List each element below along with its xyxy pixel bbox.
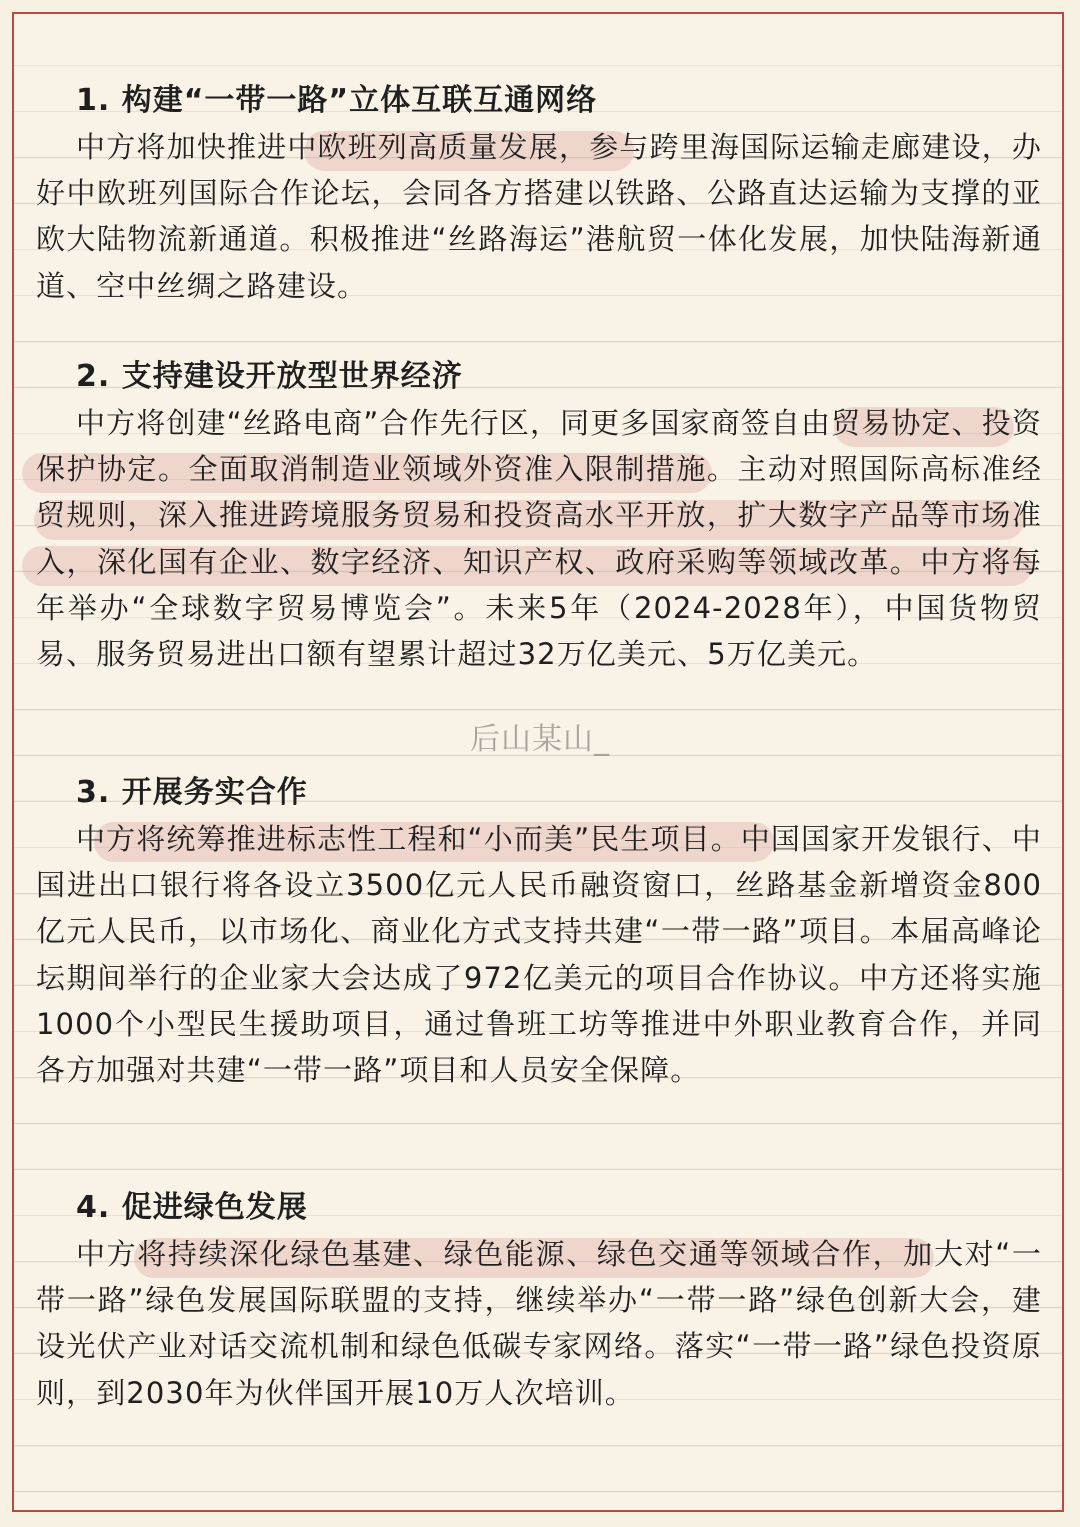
section-4 (36, 1185, 1042, 1416)
section-heading: 2. 支持建设开放型世界经济 (76, 359, 463, 394)
section-paragraph: 中方将统筹推进标志性工程和“小而美”民生项目。中国国家开发银行、中国进出口银行将各设立3500亿元人民币融资窗口，丝路基金新增资金800亿元人民币，以市场化、商业化方式支持共建“一带一路”项目。本届高峰论坛期间举行的企业家大会达成了972亿美元的项目合作协议。中方还将实施1000个小型民生援助项目，通过鲁班工坊等推进中外职业教育合作，并同各方加强对共建“一带一路”项目和人员安全保障。 (36, 822, 1042, 1088)
watermark: 后山某山_ (470, 722, 610, 757)
section-heading: 3. 开展务实合作 (76, 775, 308, 810)
section-3 (36, 770, 1042, 1093)
section-2 (36, 354, 1042, 677)
document-page (12, 12, 1064, 1512)
section-1 (36, 78, 1042, 309)
section-paragraph: 中方将持续深化绿色基建、绿色能源、绿色交通等领域合作，加大对“一带一路”绿色发展国际联盟的支持，继续举办“一带一路”绿色创新大会，建设光伏产业对话交流机制和绿色低碳专家网络。落实“一带一路”绿色投资原则，到2030年为伙伴国开展10万人次培训。 (36, 1237, 1042, 1410)
section-paragraph: 中方将加快推进中欧班列高质量发展，参与跨里海国际运输走廊建设，办好中欧班列国际合作论坛，会同各方搭建以铁路、公路直达运输为支撑的亚欧大陆物流新通道。积极推进“丝路海运”港航贸一体化发展，加快陆海新通道、空中丝绸之路建设。 (36, 130, 1042, 303)
section-paragraph: 中方将创建“丝路电商”合作先行区，同更多国家商签自由贸易协定、投资保护协定。全面取消制造业领域外资准入限制措施。主动对照国际高标准经贸规则，深入推进跨境服务贸易和投资高水平开放，扩大数字产品等市场准入，深化国有企业、数字经济、知识产权、政府采购等领域改革。中方将每年举办“全球数字贸易博览会”。未来5年（2024-2028年），中国货物贸易、服务贸易进出口额有望累计超过32万亿美元、5万亿美元。 (36, 406, 1042, 672)
section-heading: 4. 促进绿色发展 (76, 1190, 308, 1225)
section-heading: 1. 构建“一带一路”立体互联互通网络 (76, 83, 598, 118)
